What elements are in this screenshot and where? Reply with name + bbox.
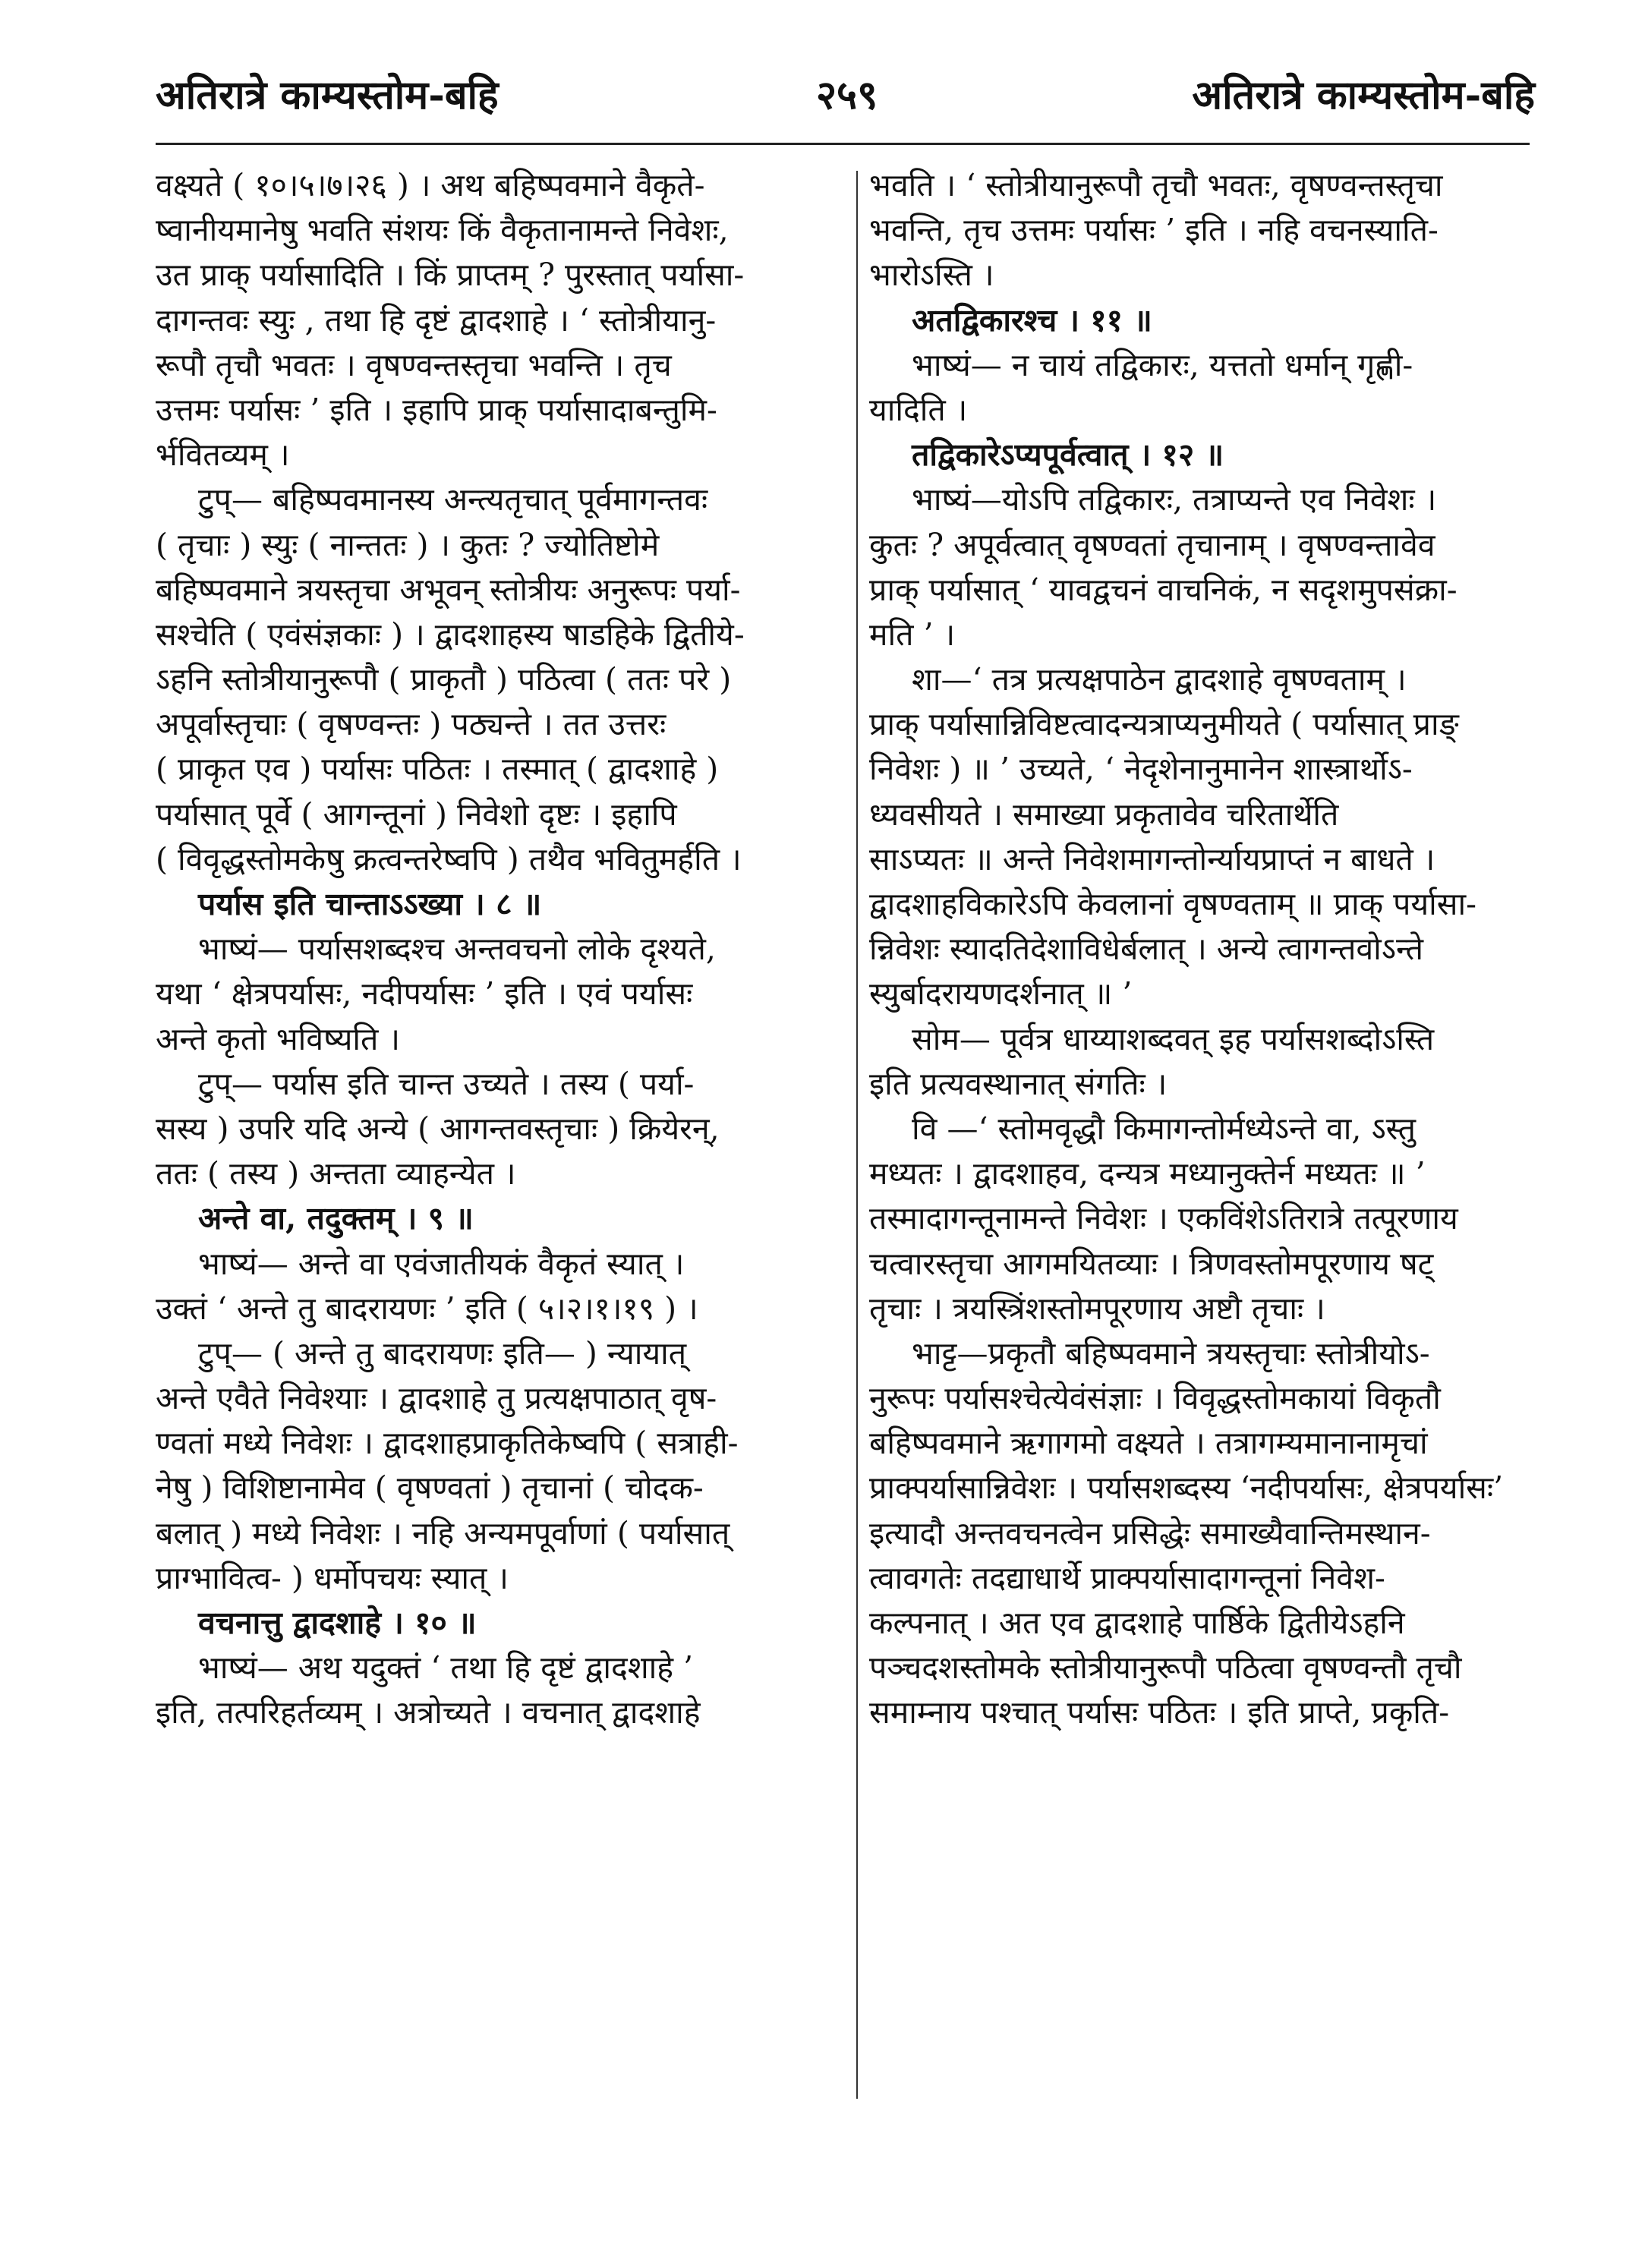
sutra-heading: अतद्विकारश्च । ११ ॥ bbox=[912, 301, 1152, 339]
header-left-title: अतिरात्रे काम्यस्तोम-बहि bbox=[156, 72, 499, 118]
left-column bbox=[156, 163, 846, 2106]
text-line: भवति । ‘ स्तोत्रीयानुरूपौ तृचौ भवतः, वृषण्वन्तस्तृचा bbox=[869, 167, 1443, 203]
text-line: इति प्रत्यवस्थानात् संगतिः । bbox=[869, 1065, 1168, 1102]
text-line: समाम्नाय पश्चात् पर्यासः पठितः । इति प्राप्ते, प्रकृति- bbox=[869, 1694, 1450, 1731]
text-line: सश्चेति ( एवंसंज्ञकाः ) । द्वादशाहस्य षाडहिके द्वितीये- bbox=[156, 616, 745, 653]
text-line: नेषु ) विशिष्टानामेव ( वृषण्वतां ) तृचानां ( चोदक- bbox=[156, 1469, 704, 1507]
text-line: नुरूपः पर्यासश्चेत्येवंसंज्ञाः । विवृद्धस्तोमकायां विकृतौ bbox=[869, 1380, 1441, 1417]
text-line: रूपौ तृचौ भवतः । वृषण्वन्तस्तृचा भवन्ति । तृच bbox=[156, 346, 672, 383]
text-line: अपूर्वास्तृचाः ( वृषण्वन्तः ) पठ्यन्ते । तत उत्तरः bbox=[156, 706, 667, 743]
text-line: ( प्राकृत एव ) पर्यासः पठितः । तस्मात् ( द्वादशाहे ) bbox=[156, 751, 719, 788]
text-line: पर्यासात् पूर्वे ( आगन्तूनां ) निवेशो दृष्टः । इहापि bbox=[156, 795, 677, 833]
text-line: द्वादशाहविकारेऽपि केवलानां वृषण्वताम् ॥ प्राक् पर्यासा- bbox=[869, 886, 1476, 922]
text-line: कुतः ? अपूर्वत्वात् वृषण्वतां तृचानाम् । वृषण्वन्तावेव bbox=[869, 526, 1435, 563]
text-line: ततः ( तस्य ) अन्तता व्याहन्येत । bbox=[156, 1155, 516, 1192]
text-line: कल्पनात् । अत एव द्वादशाहे पार्ष्ठिके द्वितीयेऽहनि bbox=[869, 1605, 1405, 1641]
text-line: ण्वतां मध्ये निवेशः । द्वादशाहप्राकृतिकेष्वपि ( सत्राही- bbox=[156, 1425, 739, 1462]
text-line: भाष्यं— पर्यासशब्दश्च अन्तवचनो लोके दृश्यते, bbox=[198, 931, 716, 968]
text-line: भारोऽस्ति । bbox=[869, 257, 994, 294]
text-line: चत्वारस्तृचा आगमयितव्याः । त्रिणवस्तोमपूरणाय षट् bbox=[869, 1245, 1434, 1282]
text-line: सस्य ) उपरि यदि अन्ये ( आगन्तवस्तृचाः ) क्रियेरन्, bbox=[156, 1110, 720, 1147]
text-line: अन्ते एवैते निवेश्याः । द्वादशाहे तु प्रत्यक्षपाठात् वृष- bbox=[156, 1380, 717, 1417]
text-line: तृचाः । त्रयस्त्रिंशस्तोमपूरणाय अष्टौ तृचाः । bbox=[869, 1290, 1325, 1327]
text-line: वक्ष्यते ( १०।५।७।२६ ) । अथ बहिष्पवमाने वैकृते- bbox=[156, 167, 705, 203]
text-line: उक्तं ‘ अन्ते तु बादरायणः ’ इति ( ५।२।१।१९ ) । bbox=[156, 1290, 698, 1327]
text-line: शा—‘ तत्र प्रत्यक्षपाठेन द्वादशाहे वृषण्वताम् । bbox=[912, 661, 1407, 698]
text-line: दागन्तवः स्युः , तथा हि दृष्टं द्वादशाहे । ‘ स्तोत्रीयानु- bbox=[156, 301, 717, 339]
text-line: प्राक् पर्यासात् ‘ यावद्वचनं वाचनिकं, न सदृशमुपसंक्रा- bbox=[869, 571, 1457, 608]
right-column bbox=[869, 163, 1552, 2106]
text-line: भाट्ट—प्रकृतौ बहिष्पवमाने त्रयस्तृचाः स्तोत्रीयोऽ- bbox=[912, 1334, 1430, 1372]
header-right-title: अतिरात्रे काम्यस्तोम-बहि bbox=[1192, 72, 1535, 118]
text-line: इत्यादौ अन्तवचनत्वेन प्रसिद्धेः समाख्यैवान्तिमस्थान- bbox=[869, 1514, 1431, 1551]
text-line: बहिष्पवमाने त्रयस्तृचा अभूवन् स्तोत्रीयः अनुरूपः पर्या- bbox=[156, 571, 741, 608]
text-line: बहिष्पवमाने ऋगागमो वक्ष्यते । तत्रागम्यमानानामृचां bbox=[869, 1425, 1428, 1462]
sutra-heading: अन्ते वा, तदुक्तम् । ९ ॥ bbox=[198, 1200, 474, 1237]
text-line: प्राक् पर्यासान्निविष्टत्वादन्यत्राप्यनुमीयते ( पर्यासात् प्राङ् bbox=[869, 706, 1459, 743]
text-line: यथा ‘ क्षेत्रपर्यासः, नदीपर्यासः ’ इति । एवं पर्यासः bbox=[156, 975, 693, 1013]
text-line: भवन्ति, तृच उत्तमः पर्यासः ’ इति । नहि वचनस्याति- bbox=[869, 212, 1439, 249]
text-line: त्वावगतेः तदद्याधार्थे प्राक्पर्यासादागन्तूनां निवेश- bbox=[869, 1559, 1385, 1596]
text-line: ( तृचाः ) स्युः ( नान्ततः ) । कुतः ? ज्योतिष्टोमे bbox=[156, 526, 660, 563]
text-line: टुप्— पर्यास इति चान्त उच्यते । तस्य ( पर्या- bbox=[198, 1065, 695, 1102]
header-rule bbox=[156, 143, 1530, 145]
text-line: यादिति । bbox=[869, 391, 968, 428]
text-line: ष्वानीयमानेषु भवति संशयः किं वैकृतानामन्ते निवेशः, bbox=[156, 212, 729, 249]
text-line: वि —‘ स्तोमवृद्धौ किमागन्तोर्मध्येऽन्ते वा, ऽस्तु bbox=[912, 1110, 1416, 1147]
text-line: भाष्यं—योऽपि तद्विकारः, तत्राप्यन्ते एव निवेशः । bbox=[912, 481, 1437, 518]
column-divider bbox=[856, 171, 858, 2099]
text-line: न्निवेशः स्यादतिदेशाविधेर्बलात् । अन्ये त्वागन्तवोऽन्ते bbox=[869, 931, 1423, 968]
text-line: अन्ते कृतो भविष्यति । bbox=[156, 1020, 400, 1057]
text-line: टुप्— ( अन्ते तु बादरायणः इति— ) न्यायात् bbox=[198, 1334, 687, 1372]
text-line: र्भवितव्यम् । bbox=[156, 436, 290, 474]
page-number: २५९ bbox=[816, 72, 878, 118]
running-header bbox=[156, 67, 1535, 128]
text-line: तस्मादागन्तूनामन्ते निवेशः । एकविंशेऽतिरात्रे तत्पूरणाय bbox=[869, 1200, 1458, 1237]
text-line: उत प्राक् पर्यासादिति । किं प्राप्तम् ? पुरस्तात् पर्यासा- bbox=[156, 257, 745, 294]
text-line: सोम— पूर्वत्र धाय्याशब्दवत् इह पर्यासशब्दोऽस्ति bbox=[912, 1020, 1435, 1057]
text-line: भाष्यं— अन्ते वा एवंजातीयकं वैकृतं स्यात् । bbox=[198, 1245, 685, 1282]
text-line: प्राक्पर्यासान्निवेशः । पर्यासशब्दस्य ‘नदीपर्यासः, क्षेत्रपर्यासः’ bbox=[869, 1469, 1504, 1507]
text-line: बलात् ) मध्ये निवेशः । नहि अन्यमपूर्वाणां ( पर्यासात् bbox=[156, 1514, 730, 1551]
text-line: ध्यवसीयते । समाख्या प्रकृतावेव चरितार्थेति bbox=[869, 795, 1339, 833]
text-line: ऽहनि स्तोत्रीयानुरूपौ ( प्राकृतौ ) पठित्वा ( ततः परे ) bbox=[156, 661, 732, 698]
text-line: मध्यतः । द्वादशाहव, दन्यत्र मध्यानुक्तेर्न मध्यतः ॥ ’ bbox=[869, 1155, 1426, 1192]
sutra-heading: तद्विकारेऽप्यपूर्वत्वात् । १२ ॥ bbox=[912, 436, 1224, 474]
text-line: भाष्यं— अथ यदुक्तं ‘ तथा हि दृष्टं द्वादशाहे ’ bbox=[198, 1649, 694, 1687]
text-line: भाष्यं— न चायं तद्विकारः, यत्ततो धर्मान् गृह्णी- bbox=[912, 346, 1413, 383]
text-line: इति, तत्परिहर्तव्यम् । अत्रोच्यते । वचनात् द्वादशाहे bbox=[156, 1694, 701, 1731]
sutra-heading: वचनात्तु द्वादशाहे । १० ॥ bbox=[198, 1605, 477, 1641]
text-line: साऽप्यतः ॥ अन्ते निवेशमागन्तोर्न्यायप्राप्तं न बाधते । bbox=[869, 840, 1435, 877]
text-line: निवेशः ) ॥ ’ उच्यते, ‘ नेदृशेनानुमानेन शास्त्रार्थोऽ- bbox=[869, 751, 1413, 788]
text-line: प्राग्भावित्व- ) धर्मोपचयः स्यात् । bbox=[156, 1559, 509, 1596]
text-line: मति ’ । bbox=[869, 616, 956, 653]
sutra-heading: पर्यास इति चान्ताऽऽख्या । ८ ॥ bbox=[198, 886, 542, 922]
text-line: टुप्— बहिष्पवमानस्य अन्त्यतृचात् पूर्वमागन्तवः bbox=[198, 481, 708, 518]
text-line: स्युर्बादरायणदर्शनात् ॥ ’ bbox=[869, 975, 1133, 1013]
text-line: उत्तमः पर्यासः ’ इति । इहापि प्राक् पर्यासादाबन्तुमि- bbox=[156, 391, 717, 428]
text-line: ( विवृद्धस्तोमकेषु क्रत्वन्तरेष्वपि ) तथैव भवितुमर्हति । bbox=[156, 840, 742, 877]
text-line: पञ्चदशस्तोमके स्तोत्रीयानुरूपौ पठित्वा वृषण्वन्तौ तृचौ bbox=[869, 1649, 1462, 1687]
